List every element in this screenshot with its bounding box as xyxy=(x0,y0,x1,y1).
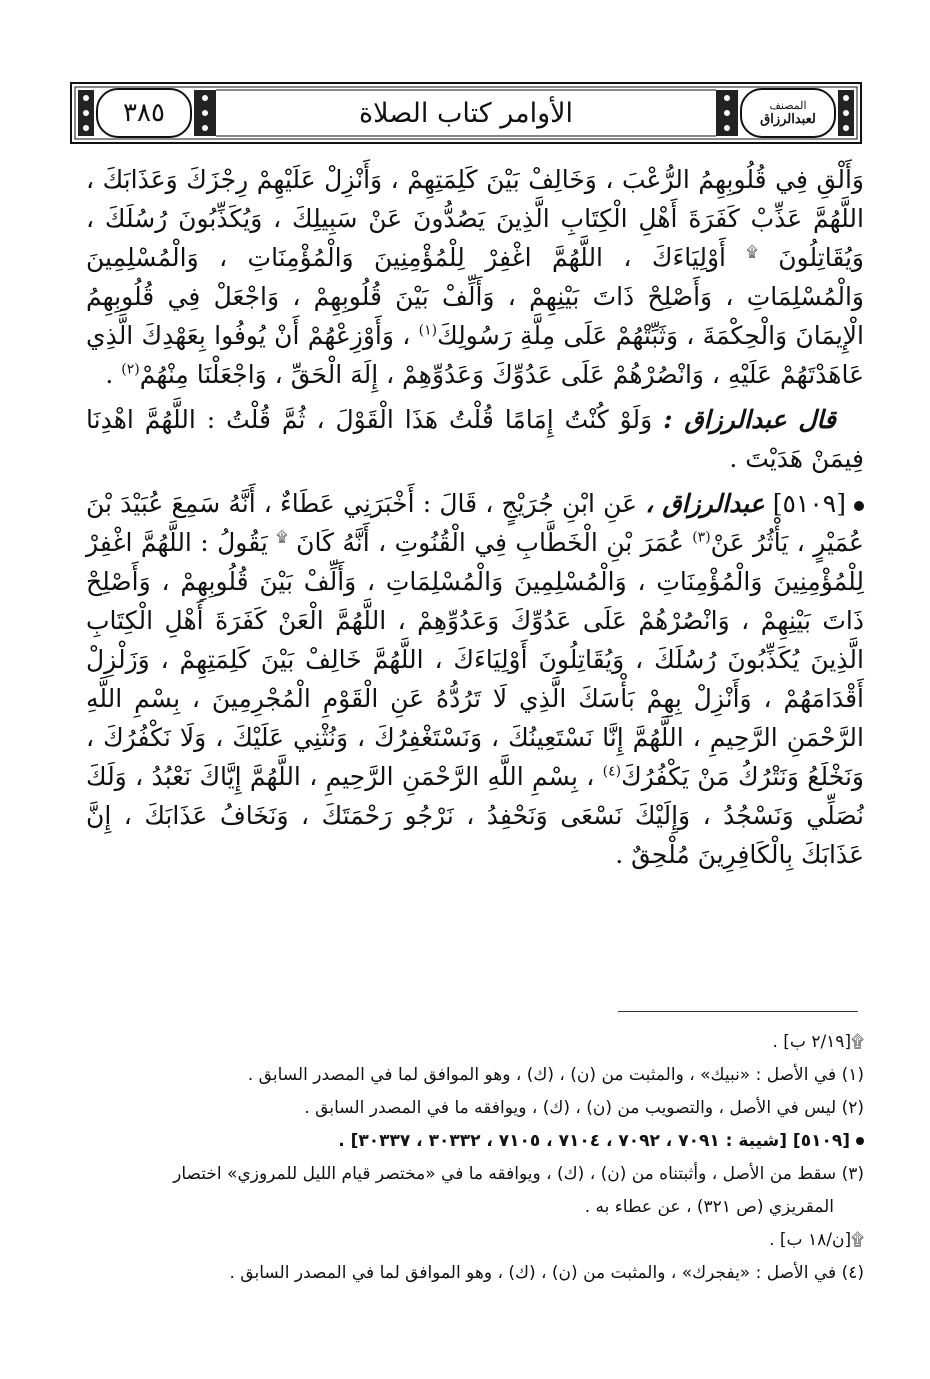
footnote-ref-4[interactable]: (٤) xyxy=(602,763,622,780)
bullet-icon xyxy=(854,501,864,511)
source-reference-text: [٥١٠٩] [شيبة : ٧٠٩١ ، ٧٠٩٢ ، ٧١٠٤ ، ٧١٠٥ ، ٣٠٣٣٢ ، ٣٠٣٣٧] . xyxy=(338,1131,850,1151)
footnote-ref-2[interactable]: (٢) xyxy=(121,361,140,378)
p1-text-b: أَوْلِيَاءَكَ ، اللَّهُمَّ اغْفِرْ لِلْمُؤْمِنِينَ وَالْمُؤْمِنَاتِ ، وَالْمُسْلِمِينَ وَالْمُسْلِمَاتِ ، وَأَصْلِحْ ذَاتَ بَيْنِهِمْ ، وَأَلِّفْ بَيْنَ قُلُوبِهِمْ ، وَاجْعَلْ فِي قُلُوبِهِمُ الْإِيمَانَ وَالْحِكْمَةَ ، وَثَبِّتْهُمْ عَلَى مِلَّةِ رَسُولِكَ xyxy=(86,243,865,350)
header-title: الأوامر كتاب الصلاة xyxy=(359,97,574,129)
p1-text-c: ، وَأَوْزِعْهُمْ أَنْ يُوفُوا بِعَهْدِكَ الَّذِي عَاهَدْتَهُمْ عَلَيْهِ ، وَانْصُرْهُمْ عَلَى عَدُوِّكَ وَعَدُوِّهِمْ ، إِلَهَ الْحَقِّ ، وَاجْعَلْنَا مِنْهُمْ xyxy=(86,321,864,389)
book-logo xyxy=(740,88,836,138)
footnotes xyxy=(86,1026,864,1290)
logo-line-2: لعبدالرزاق xyxy=(760,112,816,127)
logo-line-1: المصنف xyxy=(769,99,807,112)
bullet-icon xyxy=(856,1137,864,1145)
p2-text: وَلَوْ كُنْتُ إِمَامًا قُلْتُ هَذَا الْقَوْلَ ، ثُمَّ قُلْتُ : اللَّهُمَّ اهْدِنَا فِيمَنْ هَدَيْتَ . xyxy=(86,405,864,473)
footnote-ref-3[interactable]: (٣) xyxy=(692,529,711,546)
footnote-3-continued: المقريزي (ص ٣٢١) ، عن عطاء به . xyxy=(584,1197,834,1217)
p3-text-b: عُمَرَ بْنِ الْخَطَّابِ فِي الْقُنُوتِ ، أَنَّهُ كَانَ xyxy=(296,528,684,557)
footnote-3: (٣) سقط من الأصل ، وأثبتناه من (ن) ، (ك) ، ويوافقه ما في «مختصر قيام الليل للمروزي» اختصار xyxy=(173,1164,864,1184)
folio-note-1: ۩[٢/١٩ ب] . xyxy=(772,1032,864,1052)
main-text xyxy=(86,160,864,874)
footnote-2: (٢) ليس في الأصل ، والتصويب من (ن) ، (ك) ، ويوافقه ما في المصدر السابق . xyxy=(304,1098,864,1118)
hadith-number: [٥١٠٩] xyxy=(772,489,846,518)
running-title xyxy=(130,87,802,139)
footnote-4: (٤) في الأصل : «يفجرك» ، والمثبت من (ن) ، (ك) ، وهو الموافق لما في المصدر السابق . xyxy=(229,1263,864,1283)
page-number: ٣٨٥ xyxy=(123,98,165,128)
speaker-label: قال عبدالرزاق : xyxy=(663,405,837,434)
footnote-1: (١) في الأصل : «نبيك» ، والمثبت من (ن) ، (ك) ، وهو الموافق لما في المصدر السابق . xyxy=(247,1065,864,1085)
isnad-name: عبدالرزاق ، xyxy=(645,489,765,518)
p1-text-a: وَأَلْقِ فِي قُلُوبِهِمُ الرُّعْبَ ، وَخَالِفْ بَيْنَ كَلِمَتِهِمْ ، وَأَنْزِلْ عَلَيْهِمْ رِجْزَكَ وَعَذَابَكَ ، اللَّهُمَّ عَذِّبْ كَفَرَةَ أَهْلِ الْكِتَابِ الَّذِينَ يَصُدُّونَ عَنْ سَبِيلِكَ ، وَيُكَذِّبُونَ رُسُلَكَ ، وَيُقَاتِلُونَ xyxy=(86,165,864,272)
paragraph-1 xyxy=(86,160,864,394)
source-reference xyxy=(86,1125,864,1158)
hadith-5109 xyxy=(86,484,864,874)
folio-note-2: ۩[ن/١٨ ب] . xyxy=(769,1230,864,1250)
p3-text-c: يَقُولُ : اللَّهُمَّ اغْفِرْ لِلْمُؤْمِنِينَ وَالْمُؤْمِنَاتِ ، وَالْمُسْلِمِينَ وَالْمُسْلِمَاتِ ، وَأَلِّفْ بَيْنَ قُلُوبِهِمْ ، وَأَصْلِحْ ذَاتَ بَيْنِهِمْ ، وَانْصُرْهُمْ عَلَى عَدُوِّكَ وَعَدُوِّهِمْ ، اللَّهُمَّ الْعَنْ كَفَرَةَ أَهْلِ الْكِتَابِ الَّذِينَ يُكَذِّبُونَ رُسُلَكَ ، وَيُقَاتِلُونَ أَوْلِيَاءَكَ ، اللَّهُمَّ خَالِفْ بَيْنَ كَلِمَتِهِمْ ، وَزَلْزِلْ أَقْدَامَهُمْ ، وَأَنْزِلْ بِهِمْ بَأْسَكَ الَّذِي لَا تَرُدُّهُ عَنِ الْقَوْمِ الْمُجْرِمِينَ ، بِسْمِ اللَّهِ الرَّحْمَنِ الرَّحِيمِ ، اللَّهُمَّ إِنَّا نَسْتَعِينُكَ ، وَنَسْتَغْفِرُكَ ، وَنُثْنِي عَلَيْكَ ، وَلَا نَكْفُرُكَ ، وَنَخْلَعُ وَنَتْرُكُ مَنْ يَكْفُرُكَ xyxy=(86,528,864,791)
p1-end: . xyxy=(105,360,114,389)
p3-text-a: عَنِ ابْنِ جُرَيْجٍ ، قَالَ : أَخْبَرَنِي عَطَاءٌ ، أَنَّهُ سَمِعَ عُبَيْدَ بْنَ عُمَيْرٍ ، يَأْثُرُ عَنْ xyxy=(86,489,864,557)
footnote-ref-1[interactable]: (١) xyxy=(418,322,438,339)
footnote-separator xyxy=(618,1011,858,1012)
p3-text-d: ، بِسْمِ اللَّهِ الرَّحْمَنِ الرَّحِيمِ ، اللَّهُمَّ إِيَّاكَ نَعْبُدُ ، وَلَكَ نُصَلِّي وَنَسْجُدُ ، وَإِلَيْكَ نَسْعَى وَنَحْفِدُ ، نَرْجُو رَحْمَتَكَ ، وَنَخَافُ عَذَابَكَ ، إِنَّ عَذَابَكَ بِالْكَافِرِينَ مُلْحِقٌ . xyxy=(86,762,864,869)
page-header xyxy=(70,82,862,144)
folio-marker-icon: ۩ xyxy=(746,242,758,261)
paragraph-2 xyxy=(86,400,864,478)
folio-marker-icon: ۩ xyxy=(276,527,288,546)
